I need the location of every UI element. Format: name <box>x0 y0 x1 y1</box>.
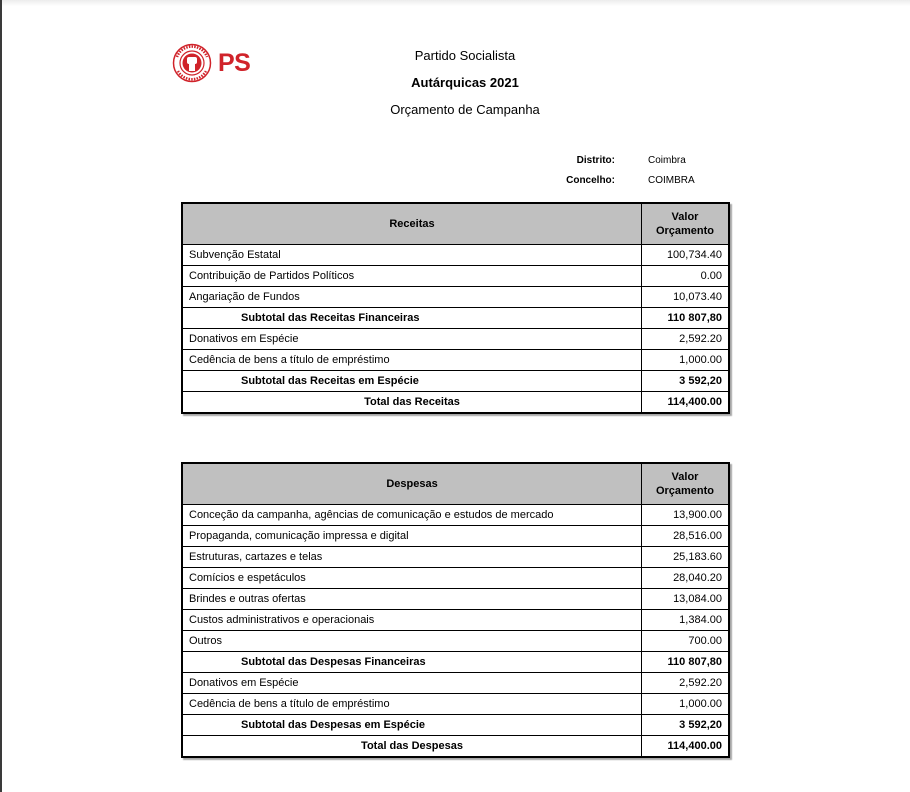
distrito-row <box>560 155 760 169</box>
row-value: 28,516.00 <box>642 526 730 547</box>
subtotal-row <box>182 652 729 673</box>
row-value: 700.00 <box>642 631 730 652</box>
row-value: 28,040.20 <box>642 568 730 589</box>
row-value: 13,084.00 <box>642 589 730 610</box>
row-label: Comícios e espetáculos <box>182 568 642 589</box>
table-row <box>182 266 729 287</box>
row-label: Cedência de bens a título de empréstimo <box>182 694 642 715</box>
row-label: Custos administrativos e operacionais <box>182 610 642 631</box>
table-row <box>182 589 729 610</box>
distrito-label: Distrito: <box>576 155 615 166</box>
receitas-table <box>181 202 730 414</box>
row-value: 1,384.00 <box>642 610 730 631</box>
row-label: Propaganda, comunicação impressa e digital <box>182 526 642 547</box>
row-value: 2,592.20 <box>642 673 730 694</box>
valor-orcamento-header <box>642 203 730 245</box>
row-label: Conceção da campanha, agências de comunicação e estudos de mercado <box>182 505 642 526</box>
document-title: Orçamento de Campanha <box>390 102 540 117</box>
table-row <box>182 568 729 589</box>
distrito-value: Coimbra <box>648 155 686 166</box>
row-value: 1,000.00 <box>642 694 730 715</box>
table-row <box>182 694 729 715</box>
concelho-value: COIMBRA <box>648 175 695 186</box>
table-row <box>182 505 729 526</box>
subtotal-value: 3 592,20 <box>642 715 730 736</box>
row-label: Donativos em Espécie <box>182 673 642 694</box>
subtotal-row <box>182 715 729 736</box>
subtotal-value: 3 592,20 <box>642 371 730 392</box>
receitas-header-row <box>182 203 729 245</box>
row-value: 100,734.40 <box>642 245 730 266</box>
concelho-row <box>560 175 760 189</box>
row-label: Contribuição de Partidos Políticos <box>182 266 642 287</box>
subtotal-value: 110 807,80 <box>642 308 730 329</box>
table-row <box>182 526 729 547</box>
subtotal-label: Subtotal das Receitas em Espécie <box>182 371 642 392</box>
fist-emblem-icon <box>172 43 212 83</box>
despesas-table <box>181 462 730 758</box>
table-row <box>182 673 729 694</box>
header-line-2: Orçamento <box>655 225 715 237</box>
ps-logo <box>172 38 264 88</box>
party-name: Partido Socialista <box>414 48 516 63</box>
row-label: Donativos em Espécie <box>182 329 642 350</box>
table-row <box>182 287 729 308</box>
viewer-left-edge <box>0 0 2 792</box>
row-value: 2,592.20 <box>642 329 730 350</box>
despesas-header-row <box>182 463 729 505</box>
table-row <box>182 610 729 631</box>
total-value: 114,400.00 <box>642 736 730 758</box>
despesas-header: Despesas <box>182 463 642 505</box>
table-row <box>182 547 729 568</box>
header-line-1: Valor <box>671 211 699 223</box>
row-value: 10,073.40 <box>642 287 730 308</box>
election-title: Autárquicas 2021 <box>411 75 519 90</box>
table-row <box>182 631 729 652</box>
row-label: Angariação de Fundos <box>182 287 642 308</box>
header-line-2: Orçamento <box>655 485 715 497</box>
total-row <box>182 736 729 758</box>
subtotal-label: Subtotal das Despesas em Espécie <box>182 715 642 736</box>
subtotal-label: Subtotal das Despesas Financeiras <box>182 652 642 673</box>
total-label: Total das Despesas <box>182 736 642 758</box>
table-row <box>182 350 729 371</box>
header-line-1: Valor <box>671 471 699 483</box>
row-label: Estruturas, cartazes e telas <box>182 547 642 568</box>
subtotal-value: 110 807,80 <box>642 652 730 673</box>
logo-text: PS <box>218 48 251 77</box>
row-value: 13,900.00 <box>642 505 730 526</box>
subtotal-row <box>182 308 729 329</box>
concelho-label: Concelho: <box>566 175 615 186</box>
row-label: Outros <box>182 631 642 652</box>
receitas-header: Receitas <box>182 203 642 245</box>
total-value: 114,400.00 <box>642 392 730 414</box>
row-value: 0.00 <box>642 266 730 287</box>
subtotal-row <box>182 371 729 392</box>
total-label: Total das Receitas <box>182 392 642 414</box>
table-row <box>182 329 729 350</box>
row-label: Cedência de bens a título de empréstimo <box>182 350 642 371</box>
viewer-top-shade <box>2 0 910 6</box>
table-row <box>182 245 729 266</box>
row-label: Brindes e outras ofertas <box>182 589 642 610</box>
row-value: 1,000.00 <box>642 350 730 371</box>
total-row <box>182 392 729 414</box>
row-value: 25,183.60 <box>642 547 730 568</box>
row-label: Subvenção Estatal <box>182 245 642 266</box>
subtotal-label: Subtotal das Receitas Financeiras <box>182 308 642 329</box>
valor-orcamento-header <box>642 463 730 505</box>
